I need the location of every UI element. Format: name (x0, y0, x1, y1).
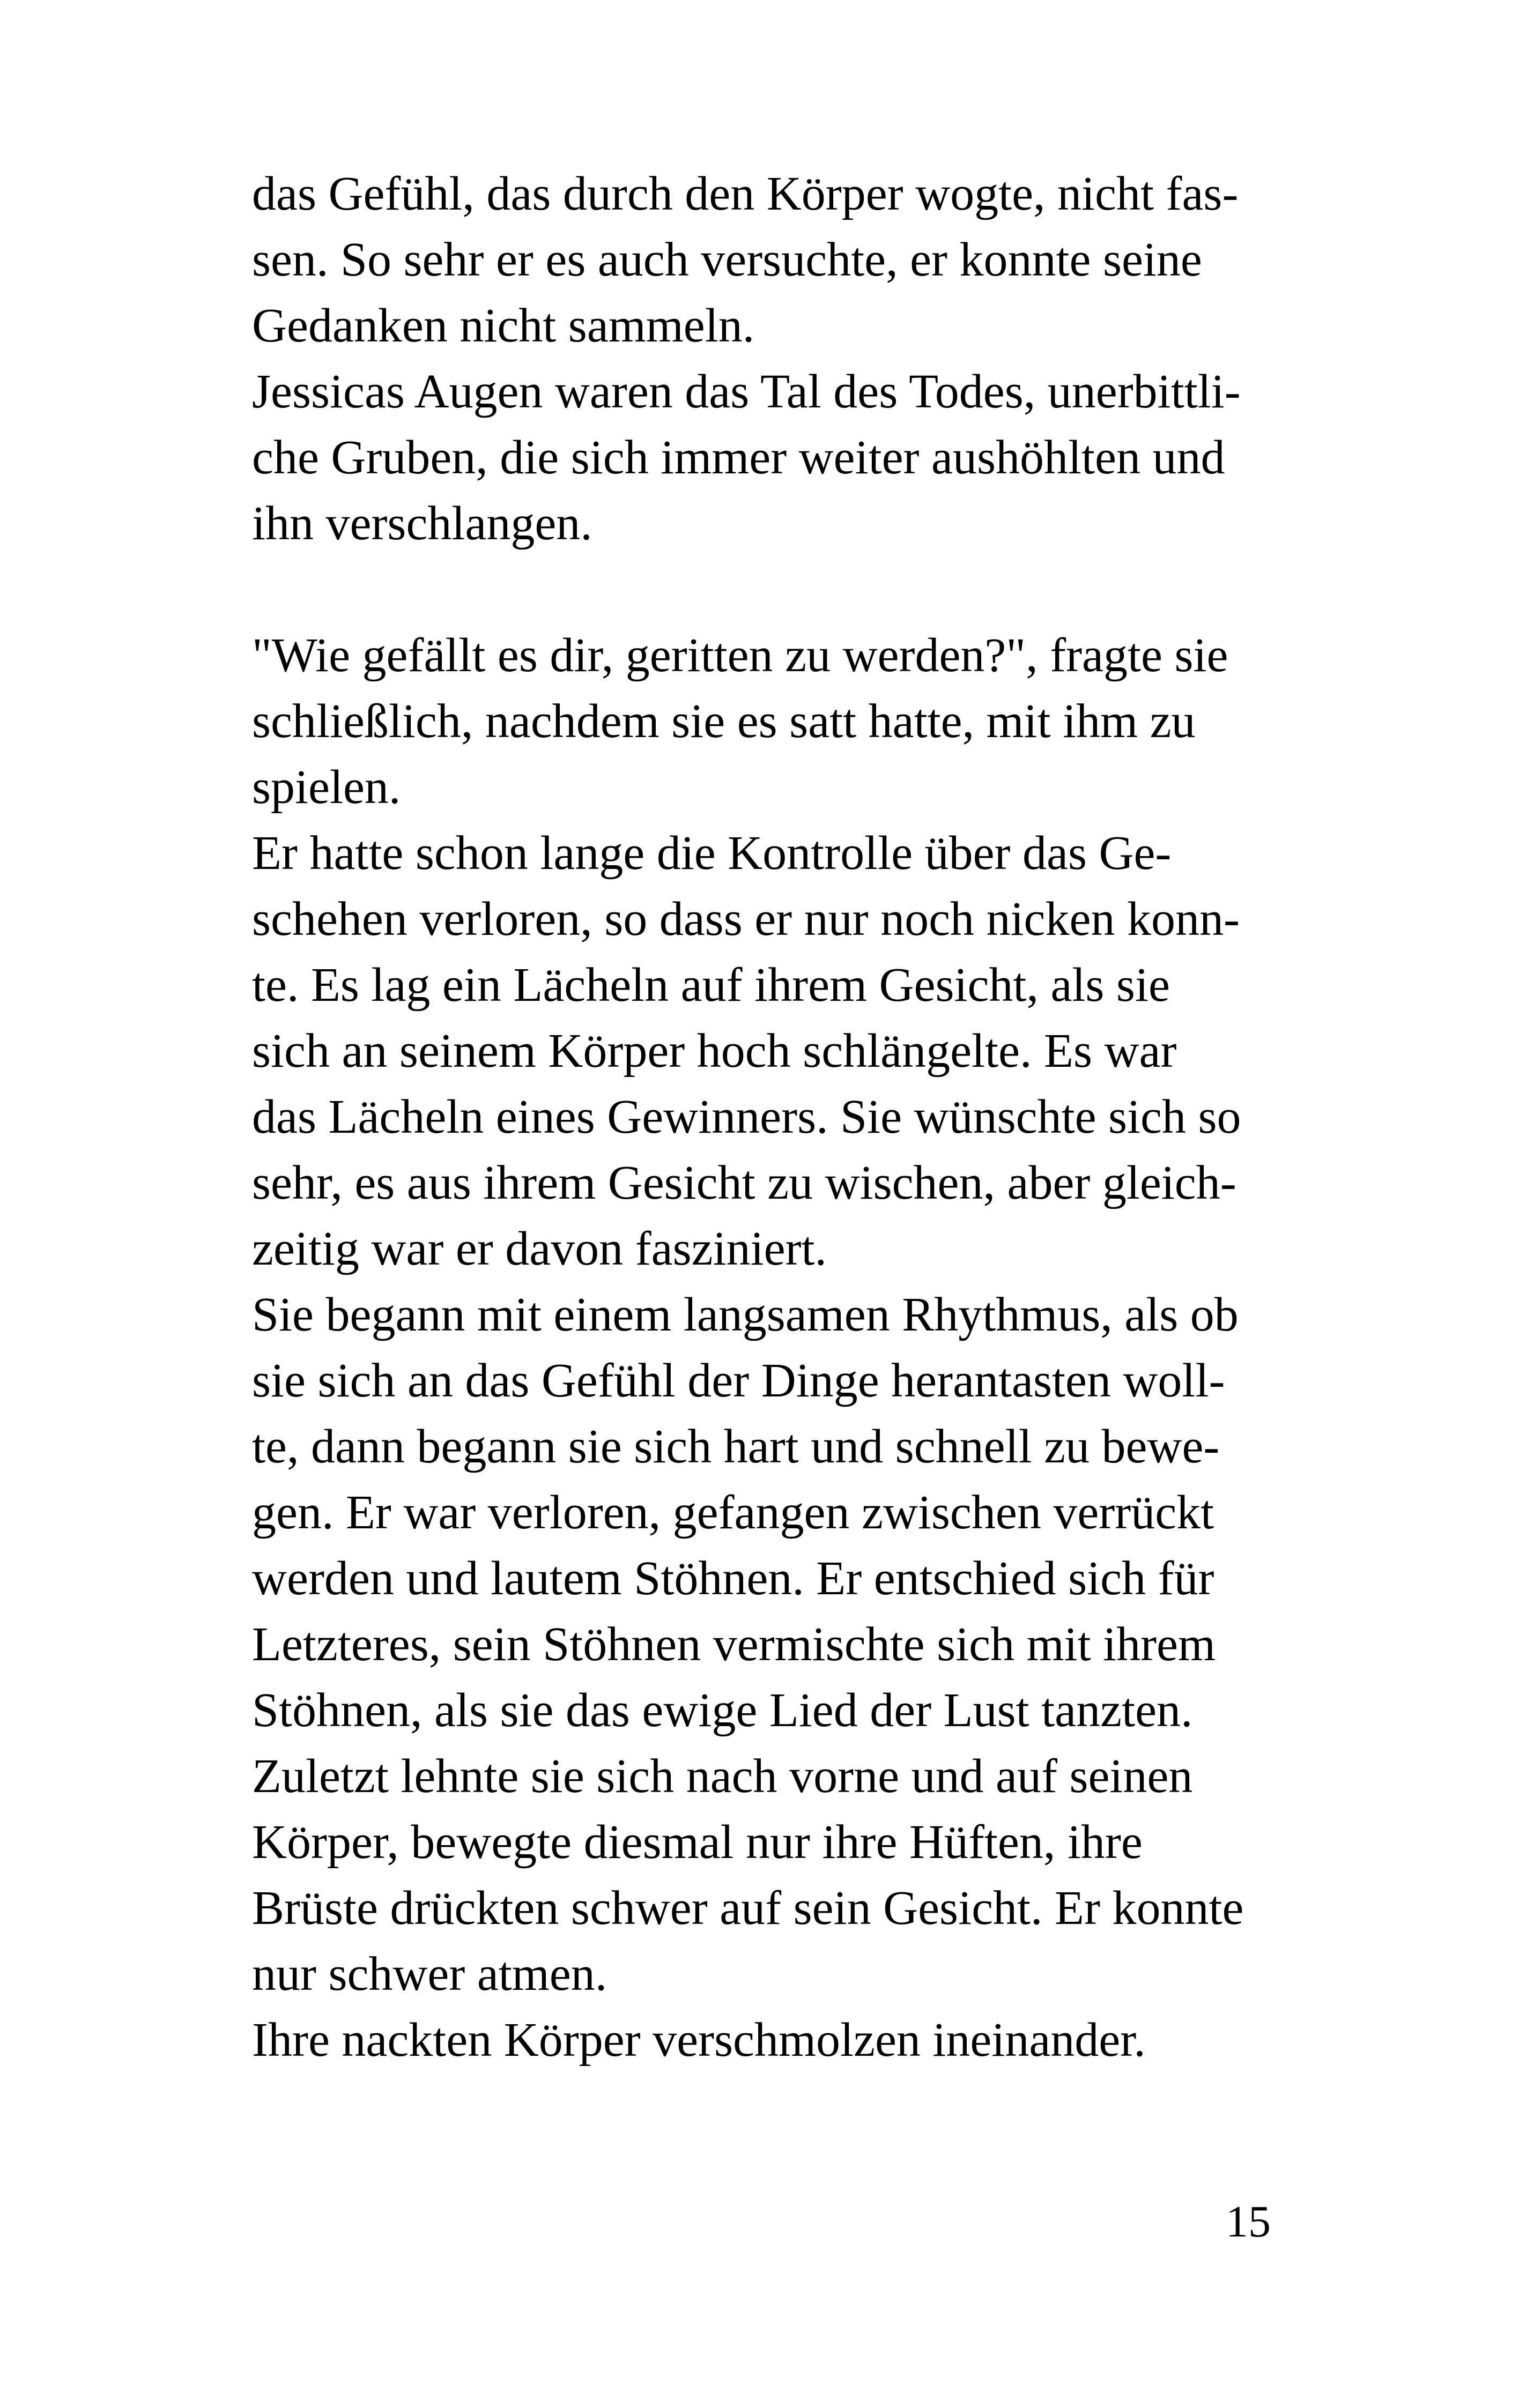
text-line: Stöhnen, als sie das ewige Lied der Lust tanzten. (252, 1684, 1193, 1737)
text-line: sie sich an das Gefühl der Dinge herantasten woll- (252, 1354, 1225, 1407)
text-line: zeitig war er davon fasziniert. (252, 1222, 827, 1275)
text-line: Gedanken nicht sammeln. (252, 299, 755, 352)
text-line: Ihre nackten Körper verschmolzen ineinander. (252, 2013, 1146, 2067)
text-line: Körper, bewegte diesmal nur ihre Hüften, ihre (252, 1816, 1143, 1869)
text-line: schließlich, nachdem sie es satt hatte, mit ihm zu (252, 695, 1196, 748)
text-line: Er hatte schon lange die Kontrolle über das Ge- (252, 827, 1172, 880)
text-line: Brüste drückten schwer auf sein Gesicht. Er konnte (252, 1882, 1244, 1935)
body-text (252, 161, 1271, 2073)
text-line: spielen. (252, 761, 401, 814)
text-line: sehr, es aus ihrem Gesicht zu wischen, aber gleich- (252, 1156, 1236, 1209)
text-line: Zuletzt lehnte sie sich nach vorne und auf seinen (252, 1750, 1193, 1803)
page-number: 15 (1226, 2197, 1271, 2247)
text-line: Jessicas Augen waren das Tal des Todes, unerbittli- (252, 365, 1241, 418)
text-line: sich an seinem Körper hoch schlängelte. Es war (252, 1024, 1177, 1077)
text-line: nur schwer atmen. (252, 1948, 607, 2001)
text-line: schehen verloren, so dass er nur noch nicken konn- (252, 893, 1240, 946)
paragraph-gap (252, 556, 1271, 622)
text-line: das Gefühl, das durch den Körper wogte, nicht fas- (252, 167, 1239, 220)
text-line: gen. Er war verloren, gefangen zwischen verrückt (252, 1486, 1214, 1539)
text-line: Sie begann mit einem langsamen Rhythmus, als ob (252, 1288, 1239, 1341)
text-line: che Gruben, die sich immer weiter aushöhlten und (252, 431, 1225, 484)
text-line: das Lächeln eines Gewinners. Sie wünschte sich so (252, 1090, 1241, 1143)
text-line: sen. So sehr er es auch versuchte, er konnte seine (252, 233, 1202, 286)
text-line: ihn verschlangen. (252, 497, 592, 550)
text-line: te, dann begann sie sich hart und schnell zu bewe- (252, 1420, 1220, 1473)
text-line: Letzteres, sein Stöhnen vermischte sich mit ihrem (252, 1618, 1216, 1671)
text-line: "Wie gefällt es dir, geritten zu werden?", fragte sie (252, 629, 1228, 682)
text-line: te. Es lag ein Lächeln auf ihrem Gesicht, als sie (252, 958, 1170, 1012)
text-line: werden und lautem Stöhnen. Er entschied sich für (252, 1552, 1214, 1605)
